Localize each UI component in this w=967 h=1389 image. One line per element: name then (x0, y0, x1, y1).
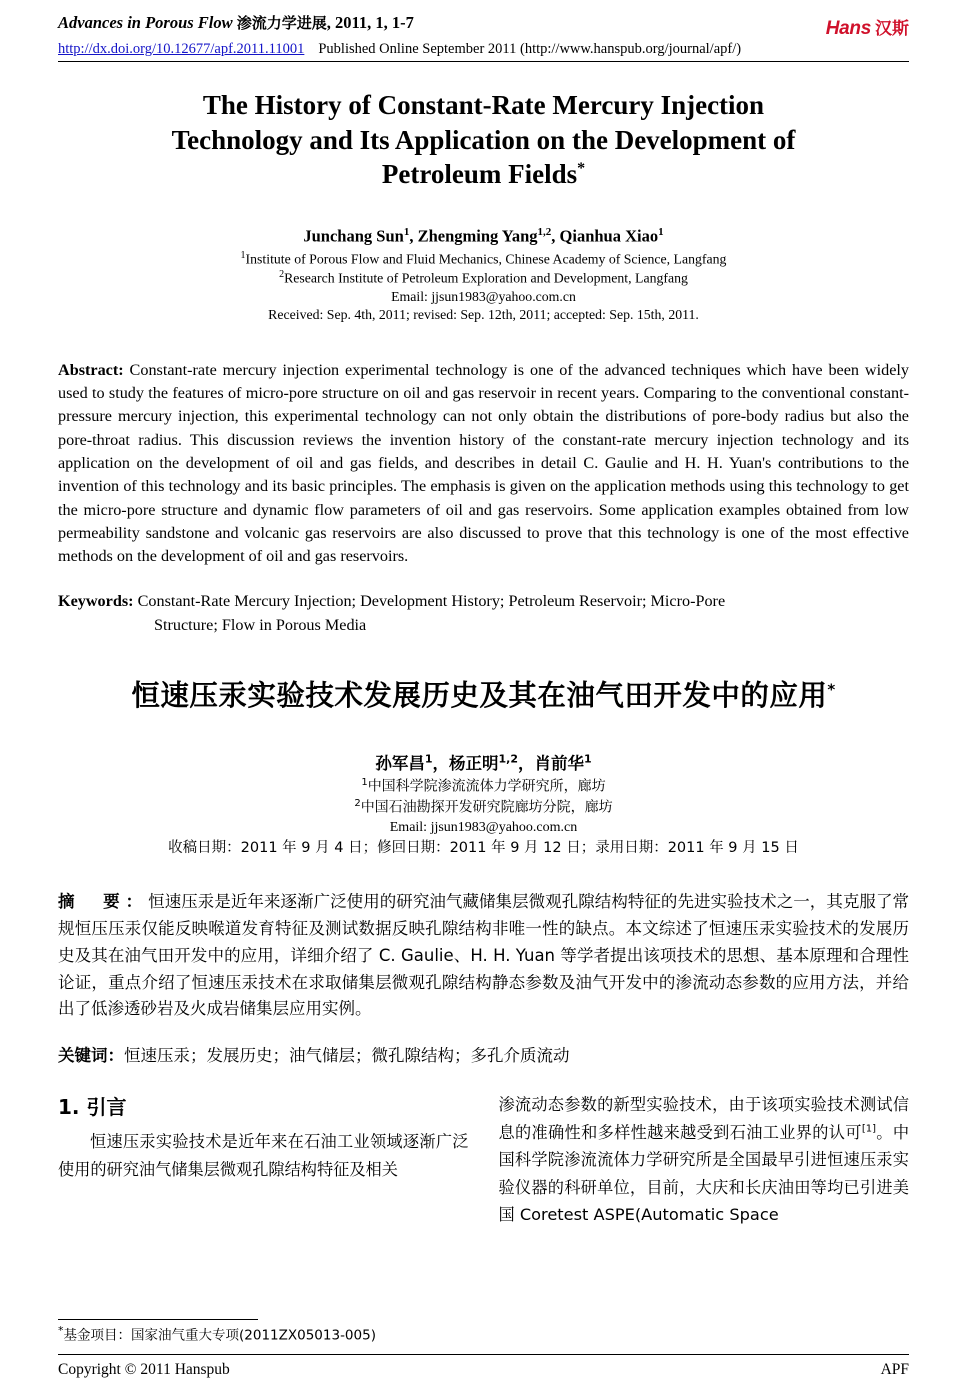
journal-name-en: Advances in Porous Flow (58, 13, 233, 32)
affiliation-2 (58, 268, 909, 288)
affiliations (58, 249, 909, 325)
chinese-author-3-mark: 1 (584, 752, 592, 766)
page-title (76, 88, 891, 192)
chinese-title-text: 恒速压汞实验技术发展历史及其在油气田开发中的应用 (131, 679, 828, 713)
chinese-affiliation-1-text: 中国科学院渗流流体力学研究所，廊坊 (367, 778, 606, 795)
journal-issue: , 2011, 1, 1-7 (326, 13, 414, 32)
hans-logo (826, 14, 909, 40)
title-line-3: Petroleum Fields (381, 159, 578, 190)
abstract-section (58, 359, 909, 569)
chinese-affiliation-1-mark: 1 (361, 777, 368, 789)
header-divider (58, 61, 909, 62)
chinese-abstract-label: 摘 要： (58, 892, 149, 912)
chinese-author-3: ，肖前华 (518, 754, 584, 774)
chinese-affiliation-2-mark: 2 (354, 798, 361, 810)
chinese-keywords-label: 关键词： (58, 1045, 124, 1065)
keywords-line-2: Structure; Flow in Porous Media (154, 615, 367, 634)
left-column (58, 1091, 469, 1229)
page-header (58, 14, 909, 40)
chinese-author-1: 孙军昌 (375, 754, 425, 774)
author-list (58, 226, 909, 247)
chinese-affiliation-1 (58, 776, 909, 797)
author-3: , Qianhua Xiao (551, 226, 659, 246)
page-footer (0, 1361, 967, 1389)
right-column (499, 1091, 910, 1229)
affiliation-1-text: Institute of Porous Flow and Fluid Mechanics, Chinese Academy of Science, Langfang (245, 251, 727, 267)
affiliation-2-text: Research Institute of Petroleum Exploration and Development, Langfang (284, 270, 688, 286)
intro-paragraph-right (499, 1091, 910, 1229)
author-2-affil-mark: 1,2 (537, 226, 552, 239)
doi-link[interactable]: http://dx.doi.org/10.12677/apf.2011.11001 (58, 41, 305, 57)
chinese-keywords-section (58, 1043, 909, 1069)
chinese-author-1-mark: 1 (424, 752, 433, 766)
hans-logo-cn: 汉斯 (875, 19, 909, 39)
doi-row (58, 41, 909, 58)
affiliation-1-mark: 1 (240, 249, 246, 261)
chinese-author-email: Email: jjsun1983@yahoo.com.cn (389, 820, 578, 836)
chinese-author-2: ，杨正明 (432, 754, 499, 774)
intro-paragraph-left: 恒速压汞实验技术是近年来在石油工业领域逐渐广泛使用的研究油气储集层微观孔隙结构特征及相关 (58, 1132, 469, 1179)
footer-divider (58, 1354, 909, 1355)
keywords-line-1: Constant-Rate Mercury Injection; Development History; Petroleum Reservoir; Micro-Pore (133, 592, 726, 611)
published-online-text: Published Online September 2011 (http://www.hanspub.org/journal/apf/) (318, 41, 742, 57)
footnote-marker: * (58, 1323, 64, 1337)
chinese-affiliations (58, 776, 909, 818)
journal-info (58, 14, 414, 33)
footnote-content: 基金项目：国家油气重大专项(2011ZX05013-005) (63, 1327, 376, 1344)
abstract-text: Constant-rate mercury injection experimental technology is one of the advanced techniques which have been widely used to study the features of micro-pore structure on oil and gas reservoir in recent years. Comparing to the conventional constant-pressure mercury injection, this experimental technology can not only obtain the distributions of pore-body radius but also the pore-throat radius. This discussion reviews the invention history of the constant-rate mercury injection technology and its application on the development of oil and gas fields, and describes in detail C. Gaulie and H. H. Yuan's contributions to the invention of this technology and its basic principles. The emphasis is given on the application methods using this technology to get the micro-pore structure and dynamic flow parameters of oil and gas reservoirs. Some application examples obtained from low permeability sandstone and volcanic gas reservoirs are also discussed to prove that this technology is one of the most effective methods on the development of oil and gas reservoirs. (58, 360, 909, 566)
title-line-2: Technology and Its Application on the Development of (171, 124, 796, 155)
chinese-affiliation-2-text: 中国石油勘探开发研究院廊坊分院，廊坊 (360, 799, 613, 816)
chinese-title-footnote-marker: * (827, 680, 836, 699)
chinese-submission-dates: 收稿日期：2011 年 9 月 4 日；修回日期：2011 年 9 月 12 日；录用日期：2011 年 9 月 15 日 (168, 840, 799, 857)
author-2: , Zhengming Yang (409, 226, 538, 246)
body-columns (58, 1091, 909, 1229)
keywords-label: Keywords: (58, 592, 134, 611)
journal-name-cn: 渗流力学进展 (236, 14, 327, 32)
author-email: Email: jjsun1983@yahoo.com.cn (391, 289, 576, 305)
submission-dates: Received: Sep. 4th, 2011; revised: Sep. 12th, 2011; accepted: Sep. 15th, 2011. (268, 307, 699, 323)
chinese-keywords-text: 恒速压汞；发展历史；油气储层；微孔隙结构；多孔介质流动 (124, 1045, 570, 1065)
author-3-affil-mark: 1 (658, 226, 664, 239)
chinese-title (58, 673, 909, 714)
abstract-label: Abstract: (58, 360, 124, 379)
author-1-affil-mark: 1 (403, 226, 410, 239)
footnote-block (58, 1319, 478, 1345)
title-footnote-marker: * (577, 160, 586, 178)
chinese-abstract-text: 恒速压汞是近年来逐渐广泛使用的研究油气藏储集层微观孔隙结构特征的先进实验技术之一，其克服了常规恒压压汞仅能反映喉道发育特征及测试数据反映孔隙结构非唯一性的缺点。本文综述了恒速压汞实验技术的发展历史及其在油气田开发中的应用，详细介绍了 C. Gaulie、H. H. Yuan 等学者提出该项技术的思想、基本原理和合理性论证，重点介绍了恒速压汞技术在求取储集层微观孔隙结构静态参数及油气开发中的渗流动态参数的应用方法，并给出了低渗透砂岩及火成岩储集层应用实例。 (58, 892, 910, 1019)
author-1: Junchang Sun (303, 226, 404, 246)
title-line-1: The History of Constant-Rate Mercury Injection (202, 90, 765, 121)
chinese-abstract-section (58, 889, 909, 1023)
journal-abbrev: APF (880, 1361, 909, 1378)
footnote-text (58, 1324, 478, 1345)
chinese-author-2-mark: 1,2 (498, 752, 518, 766)
intro-right-part-1: 渗流动态参数的新型实验技术，由于该项实验技术测试信息的准确性和多样性越来越受到石油工业界的认可 (498, 1095, 909, 1142)
keywords-section (58, 590, 909, 637)
reference-marker-1: [1] (861, 1123, 876, 1135)
copyright-text: Copyright © 2011 Hanspub (58, 1361, 230, 1378)
section-heading-introduction: 1. 引言 (58, 1095, 127, 1120)
intro-right-part-2: 。中国科学院渗流流体力学研究所是全国最早引进恒速压汞实验仪器的科研单位，目前，大庆和长庆油田等均已引进美国 Coretest ASPE(Automatic Space (498, 1122, 910, 1225)
chinese-affiliation-2 (58, 797, 909, 818)
affiliation-1 (58, 249, 909, 269)
affiliation-2-mark: 2 (279, 269, 285, 281)
hans-logo-text: Hans (825, 18, 871, 39)
footnote-divider (58, 1319, 258, 1320)
chinese-author-list (58, 750, 909, 774)
